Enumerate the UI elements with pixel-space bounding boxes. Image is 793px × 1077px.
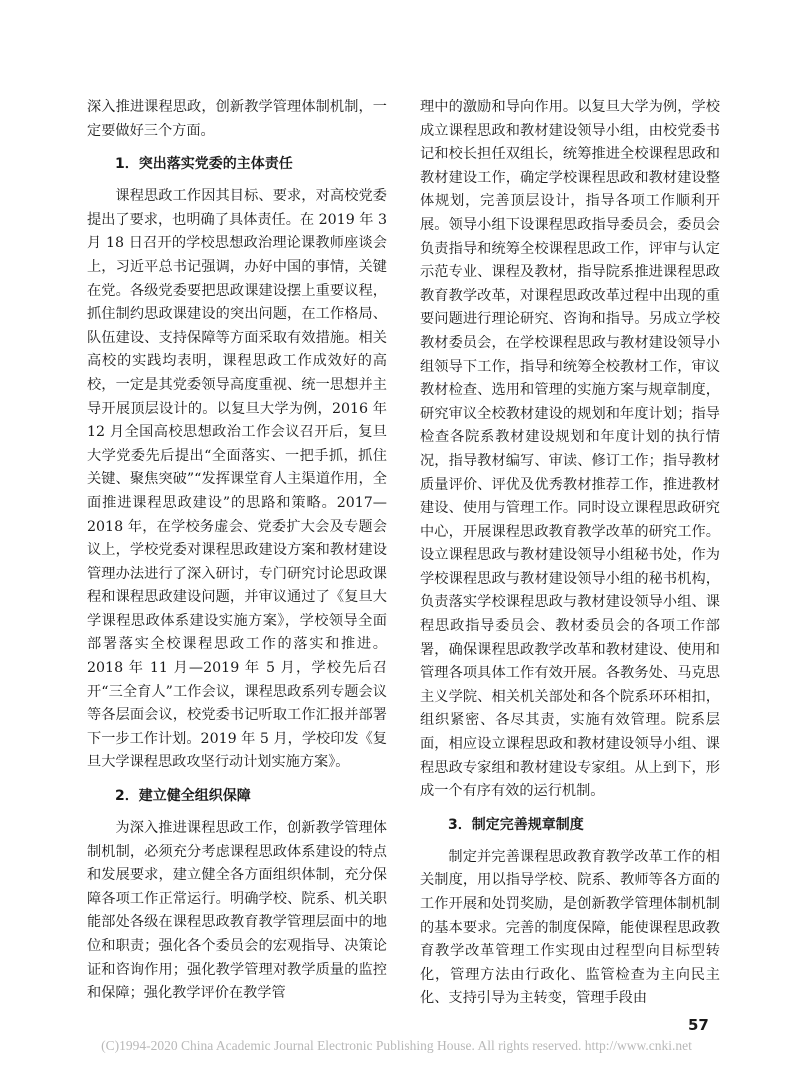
page-number: 57 bbox=[688, 1016, 709, 1034]
left-column bbox=[87, 96, 387, 1006]
section-3-heading: 3．制定完善规章制度 bbox=[448, 816, 584, 833]
section-2-continued-paragraph: 理中的激励和导向作用。以复旦大学为例，学校成立课程思政和教材建设领导小组，由校党委书记和校长担任双组长，统筹推进全校课程思政和教材建设工作，确定学校课程思政和教材建设整体规划，完善顶层设计，指导各项工作顺利开展。领导小组下设课程思政指导委员会，委员会负责指导和统筹全校课程思政工作，评审与认定示范专业、课程及教材，指导院系推进课程思政教育教学改革，对课程思政改革过程中出现的重要问题进行理论研究、咨询和指导。另成立学校教材委员会，在学校课程思政与教材建设领导小组领导下工作，指导和统筹全校教材工作，审议教材检查、选用和管理的实施方案与规章制度，研究审议全校教材建设的规划和年度计划；指导检查各院系教材建设规划和年度计划的执行情况，指导教材编写、审读、修订工作；指导教材质量评价、评优及优秀教材推荐工作，推进教材建设、使用与管理工作。同时设立课程思政研究中心，开展课程思政教育教学改革的研究工作。设立课程思政与教材建设领导小组秘书处，作为学校课程思政与教材建设领导小组的秘书机构，负责落实学校课程思政与教材建设领导小组、课程思政指导委员会、教材委员会的各项工作部署，确保课程思政教学改革和教材建设、使用和管理各项具体工作有效开展。各教务处、马克思主义学院、相关机关部处和各个院系环环相扣，组织紧密、各尽其责，实施有效管理。院系层面，相应设立课程思政和教材建设领导小组、课程思政专家组和教材建设专家组。从上到下，形成一个有序有效的运行机制。 bbox=[420, 99, 720, 800]
intro-paragraph: 深入推进课程思政，创新教学管理体制机制，一定要做好三个方面。 bbox=[87, 99, 387, 139]
section-3-paragraph: 制定并完善课程思政教育教学改革工作的相关制度，用以指导学校、院系、教师等各方面的工作开展和处罚奖励，是创新教学管理体制机制的基本要求。完善的制度保障，能使课程思政教育教学改革管理工作实现由过程型向目标型转化，管理方法由行政化、监管检查为主向民主化、支持引导为主转变，管理手段由 bbox=[420, 848, 720, 1007]
copyright-footer: (C)1994-2020 China Academic Journal Electronic Publishing House. All rights reserved. http://www.cnki.net bbox=[101, 1038, 692, 1053]
section-2-heading: 2．建立健全组织保障 bbox=[115, 788, 251, 805]
section-2-paragraph: 为深入推进课程思政工作，创新教学管理体制机制，必须充分考虑课程思政体系建设的特点和发展要求，建立健全各方面组织体制，充分保障各项工作正常运行。明确学校、院系、机关职能部处各级在课程思政教育教学管理层面中的地位和职责；强化各个委员会的宏观指导、决策论证和咨询作用；强化教学管理对教学质量的监控和保障；强化教学评价在教学管 bbox=[87, 820, 387, 1002]
right-column bbox=[420, 96, 720, 1011]
section-1-paragraph: 课程思政工作因其目标、要求，对高校党委提出了要求，也明确了具体责任。在 2019 年 3 月 18 日召开的学校思想政治理论课教师座谈会上，习近平总书记强调，办好中国的事情，关键在党。各级党委要把思政课建设摆上重要议程，抓住制约思政课建设的突出问题，在工作格局、队伍建设、支持保障等方面采取有效措施。相关高校的实践均表明，课程思政工作成效好的高校，一定是其党委领导高度重视、统一思想并主导开展顶层设计的。以复旦大学为例，2016 年 12 月全国高校思想政治工作会议召开后，复旦大学党委先后提出“全面落实、一把手抓，抓住关键、聚焦突破”“发挥课堂育人主渠道作用，全面推进课程思政建设”的思路和策略。2017—2018 年，在学校务虚会、党委扩大会及专题会议上，学校党委对课程思政建设方案和教材建设管理办法进行了深入研讨，专门研究讨论思政课程和课程思政建设问题，并审议通过了《复旦大学课程思政体系建设实施方案》，学校领导全面部署落实全校课程思政工作的落实和推进。2018 年 11 月—2019 年 5 月，学校先后召开“三全育人”工作会议，课程思政系列专题会议等各层面会议，校党委书记听取工作汇报并部署下一步工作计划。2019 年 5 月，学校印发《复旦大学课程思政攻坚行动计划实施方案》。 bbox=[87, 188, 387, 771]
section-1-heading: 1．突出落实党委的主体责任 bbox=[115, 156, 293, 173]
